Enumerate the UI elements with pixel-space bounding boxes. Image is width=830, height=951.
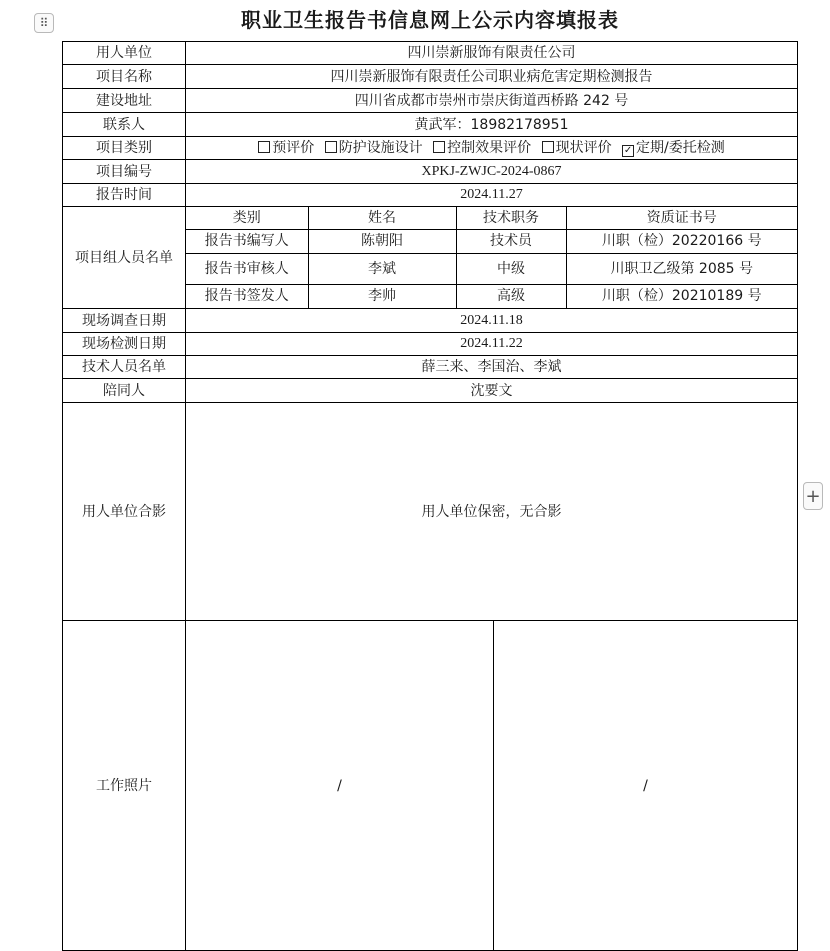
project-type-options — [186, 137, 798, 160]
row-tech-staff — [63, 356, 798, 379]
row-group-photo — [63, 403, 798, 621]
team-title[interactable]: 高级 — [456, 284, 566, 308]
value-test-date[interactable]: 2024.11.22 — [186, 333, 798, 356]
label-employer: 用人单位 — [63, 42, 186, 65]
team-name[interactable]: 李帅 — [308, 284, 456, 308]
add-row-plus-icon[interactable]: + — [803, 482, 823, 510]
label-project-no: 项目编号 — [63, 160, 186, 184]
team-name[interactable]: 陈朝阳 — [308, 229, 456, 253]
team-certificate[interactable]: 川职（检）20210189 号 — [566, 284, 797, 308]
value-group-photo[interactable]: 用人单位保密，无合影 — [186, 403, 798, 621]
label-work-photos: 工作照片 — [63, 621, 186, 951]
value-project-name[interactable]: 四川崇新服饰有限责任公司职业病危害定期检测报告 — [186, 65, 798, 89]
option-control-effect[interactable]: 控制效果评价 — [433, 140, 531, 156]
label-companion: 陪同人 — [63, 379, 186, 403]
disclosure-form-table — [62, 41, 798, 951]
row-employer — [63, 42, 798, 65]
page-title: 职业卫生报告书信息网上公示内容填报表 — [241, 8, 619, 32]
row-survey-date — [63, 309, 798, 333]
row-contact — [63, 113, 798, 137]
label-address: 建设地址 — [63, 89, 186, 113]
row-team — [63, 207, 798, 309]
label-contact: 联系人 — [63, 113, 186, 137]
team-header-certificate: 资质证书号 — [566, 207, 797, 229]
label-project-name: 项目名称 — [63, 65, 186, 89]
option-periodic-testing[interactable]: ✓ 定期/委托检测 — [623, 139, 725, 156]
row-report-date — [63, 184, 798, 207]
checkbox-icon[interactable] — [325, 141, 337, 153]
team-title[interactable]: 技术员 — [456, 229, 566, 253]
value-project-no[interactable]: XPKJ-ZWJC-2024-0867 — [186, 160, 798, 184]
team-row — [186, 253, 797, 284]
team-role[interactable]: 报告书签发人 — [186, 284, 308, 308]
value-employer[interactable]: 四川崇新服饰有限责任公司 — [186, 42, 798, 65]
label-report-date: 报告时间 — [63, 184, 186, 207]
team-table — [186, 207, 797, 308]
option-protection-design[interactable]: 防护设施设计 — [325, 140, 423, 156]
checkbox-icon[interactable] — [258, 141, 270, 153]
team-name[interactable]: 李斌 — [308, 253, 456, 284]
team-header-title: 技术职务 — [456, 207, 566, 229]
work-photo-1[interactable]: / — [186, 621, 494, 951]
team-certificate[interactable]: 川职（检）20220166 号 — [566, 229, 797, 253]
label-test-date: 现场检测日期 — [63, 333, 186, 356]
value-contact[interactable]: 黄武军：18982178951 — [186, 113, 798, 137]
team-title[interactable]: 中级 — [456, 253, 566, 284]
team-header-category: 类别 — [186, 207, 308, 229]
option-status-evaluation[interactable]: 现状评价 — [542, 140, 612, 156]
team-row — [186, 284, 797, 308]
drag-handle-icon[interactable]: ⠿ — [34, 13, 54, 33]
row-test-date — [63, 333, 798, 356]
row-companion — [63, 379, 798, 403]
label-project-type: 项目类别 — [63, 137, 186, 160]
team-header-name: 姓名 — [308, 207, 456, 229]
team-header-row — [186, 207, 797, 229]
value-survey-date[interactable]: 2024.11.18 — [186, 309, 798, 333]
label-group-photo: 用人单位合影 — [63, 403, 186, 621]
team-members-cell — [186, 207, 798, 309]
checkbox-checked-icon[interactable]: ✓ — [623, 144, 633, 156]
team-role[interactable]: 报告书审核人 — [186, 253, 308, 284]
work-photo-2[interactable]: / — [494, 621, 798, 951]
option-pre-evaluation[interactable]: 预评价 — [258, 140, 314, 156]
label-tech-staff: 技术人员名单 — [63, 356, 186, 379]
checkbox-icon[interactable] — [542, 141, 554, 153]
team-row — [186, 229, 797, 253]
value-report-date[interactable]: 2024.11.27 — [186, 184, 798, 207]
label-team: 项目组人员名单 — [63, 207, 186, 309]
value-address[interactable]: 四川省成都市崇州市崇庆街道西桥路 242 号 — [186, 89, 798, 113]
row-project-no — [63, 160, 798, 184]
value-companion[interactable]: 沈要文 — [186, 379, 798, 403]
checkbox-icon[interactable] — [433, 141, 445, 153]
label-survey-date: 现场调查日期 — [63, 309, 186, 333]
team-certificate[interactable]: 川职卫乙级第 2085 号 — [566, 253, 797, 284]
row-project-name — [63, 65, 798, 89]
row-address — [63, 89, 798, 113]
value-tech-staff[interactable]: 薛三来、李国治、李斌 — [186, 356, 798, 379]
row-project-type — [63, 137, 798, 160]
team-role[interactable]: 报告书编写人 — [186, 229, 308, 253]
row-work-photos — [63, 621, 798, 951]
